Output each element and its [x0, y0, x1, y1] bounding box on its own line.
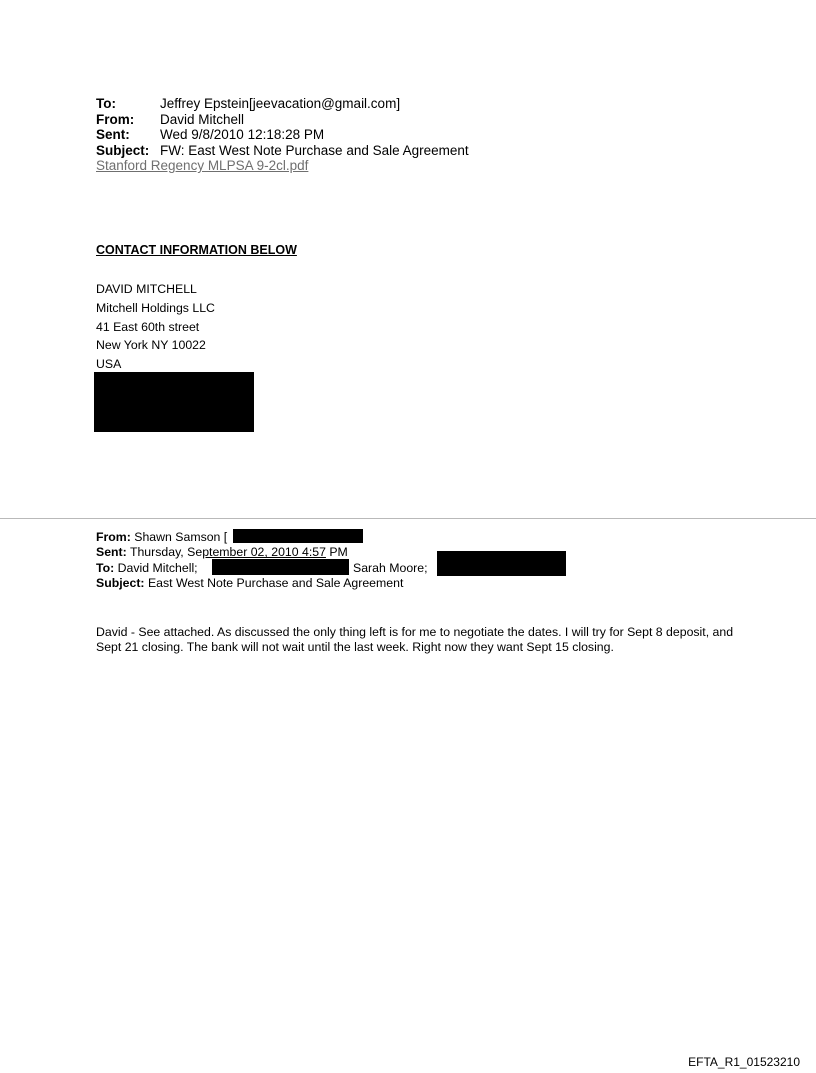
attachment-link[interactable]: Stanford Regency MLPSA 9-2cl.pdf [96, 158, 309, 173]
signature-line: DAVID MITCHELL [96, 282, 197, 296]
signature-block [96, 280, 215, 374]
fwd-to-value-mid: Sarah Moore; [353, 560, 428, 575]
fwd-subject-value: East West Note Purchase and Sale Agreement [147, 575, 404, 590]
fwd-subject-row [96, 576, 403, 591]
subject-value: FW: East West Note Purchase and Sale Agreement [160, 142, 469, 158]
fwd-sent-value-end: PM [325, 545, 348, 560]
redaction-to-recipient-2 [437, 551, 566, 576]
fwd-from-value: Shawn Samson [ [134, 530, 228, 544]
to-row [96, 96, 469, 112]
from-row [96, 112, 469, 128]
redaction-box [94, 372, 254, 432]
subject-label: Subject: [96, 142, 150, 158]
fwd-sent-label: Sent: [96, 545, 127, 560]
separator [0, 518, 816, 519]
to-label: To: [96, 96, 116, 111]
signature-line: USA [96, 357, 122, 372]
signature-line: New York NY 10022 [96, 338, 206, 353]
fwd-to-label: To: [96, 560, 115, 575]
sent-label: Sent: [96, 127, 130, 142]
fwd-to-value-start: David Mitchell; [117, 560, 198, 575]
fwd-from-label: From: [96, 530, 131, 544]
fwd-sent-value-underlined: ptember 02, 2010 4:57 [202, 545, 326, 560]
subject-row [96, 143, 469, 159]
sent-row [96, 127, 469, 143]
fwd-subject-label: Subject: [96, 575, 145, 590]
contact-heading: CONTACT INFORMATION BELOW [96, 243, 297, 257]
signature-line: 41 East 60th street [96, 319, 200, 334]
redaction-to-recipient [212, 559, 349, 575]
signature-line: Mitchell Holdings LLC [96, 300, 215, 315]
redaction-from-email [233, 529, 363, 543]
fwd-sent-value-start: Thursday, Se [129, 545, 203, 560]
document-id: EFTA_R1_01523210 [688, 1055, 800, 1069]
sent-value: Wed 9/8/2010 12:18:28 PM [160, 127, 325, 142]
to-value: Jeffrey Epstein[jeevacation@gmail.com] [160, 96, 401, 111]
email-body: David - See attached. As discussed the only thing left is for me to negotiate the dates. I will try for Sept 8 deposit, and Sept 21 closing. The bank will not wait until the last week. Right now they want Sept 15 closing. [96, 625, 734, 654]
from-value: David Mitchell [160, 111, 245, 127]
from-label: From: [96, 111, 135, 127]
email-header [96, 96, 469, 174]
